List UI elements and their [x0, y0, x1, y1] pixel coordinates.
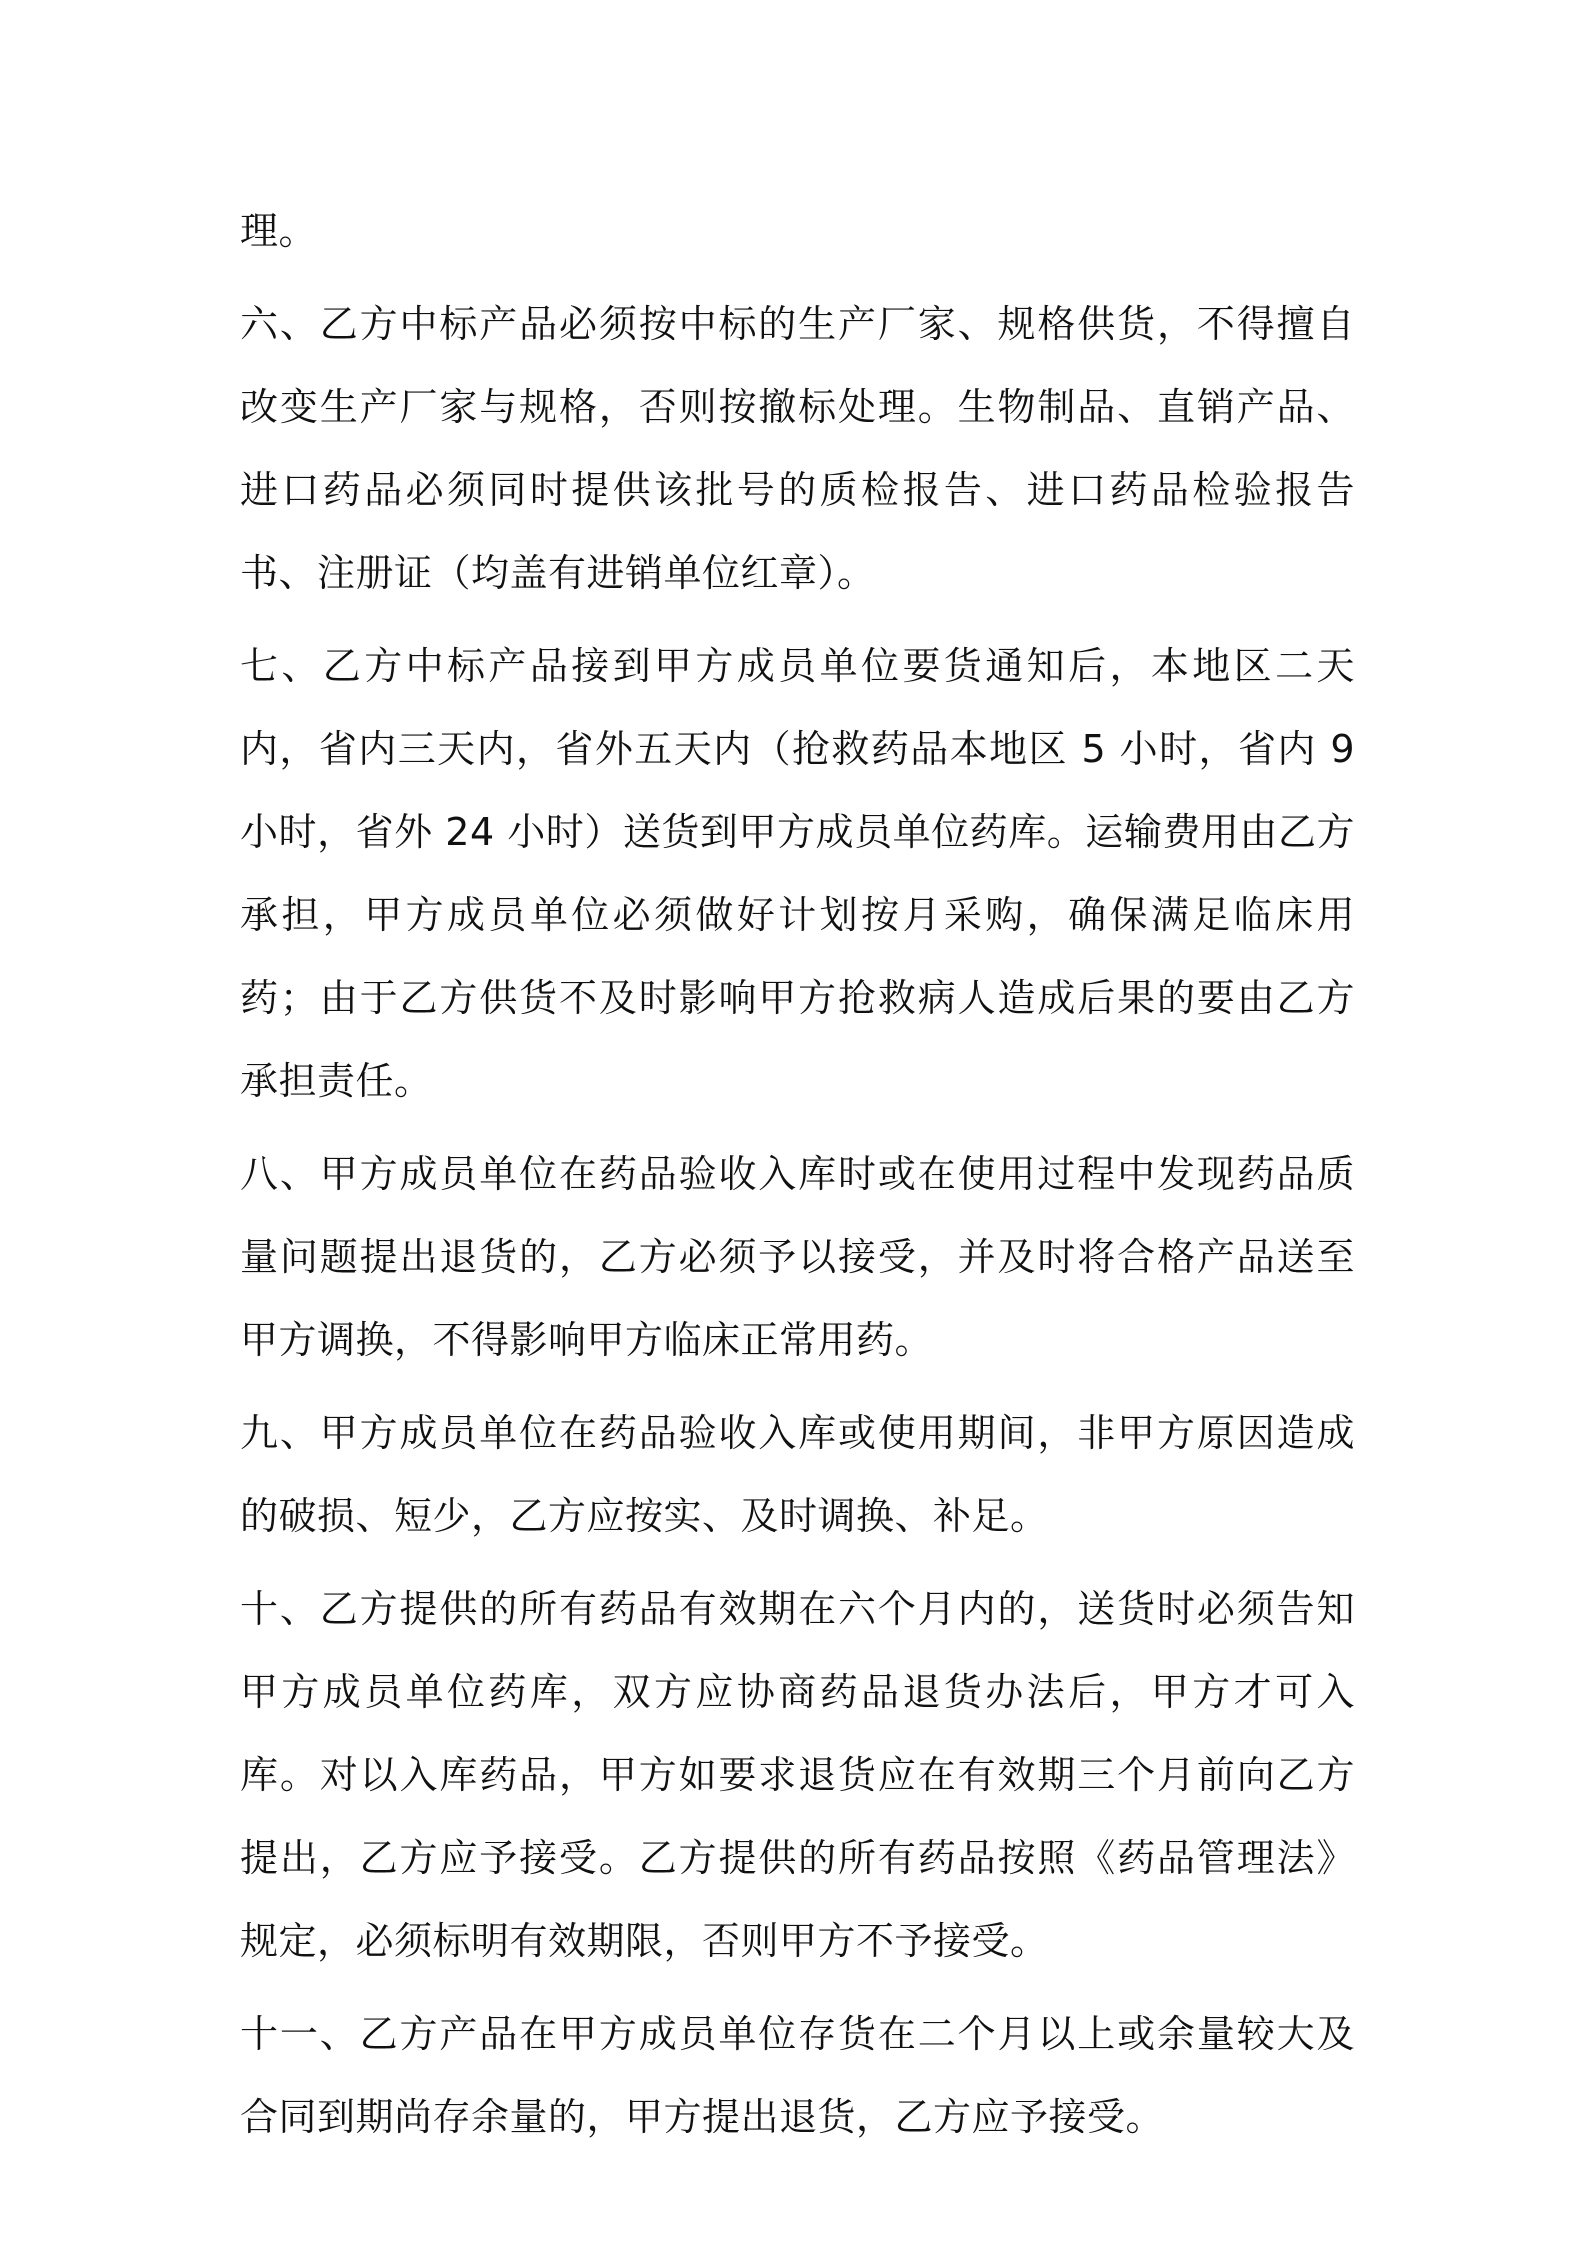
clause-7: 七、乙方中标产品接到甲方成员单位要货通知后，本地区二天内，省内三天内，省外五天内（抢救药品本地区 5 小时，省内 9 小时，省外 24 小时）送货到甲方成员单位药库。运输费用由乙方承担，甲方成员单位必须做好计划按月采购，确保满足临床用药；由于乙方供货不及时影响甲方抢救病人造成后果的要由乙方承担责任。: [240, 644, 1355, 1103]
document-page: [240, 190, 1355, 2169]
clause-11: 十一、乙方产品在甲方成员单位存货在二个月以上或余量较大及合同到期尚存余量的，甲方提出退货，乙方应予接受。: [240, 2012, 1355, 2139]
clause-10: 十、乙方提供的所有药品有效期在六个月内的，送货时必须告知甲方成员单位药库，双方应协商药品退货办法后，甲方才可入库。对以入库药品，甲方如要求退货应在有效期三个月前向乙方提出，乙方应予接受。乙方提供的所有药品按照《药品管理法》规定，必须标明有效期限，否则甲方不予接受。: [240, 1587, 1355, 1963]
clause-8: 八、甲方成员单位在药品验收入库时或在使用过程中发现药品质量问题提出退货的，乙方必须予以接受，并及时将合格产品送至甲方调换，不得影响甲方临床正常用药。: [240, 1152, 1355, 1362]
paragraph-continuation: 理。: [240, 209, 318, 253]
clause-9: 九、甲方成员单位在药品验收入库或使用期间，非甲方原因造成的破损、短少，乙方应按实、及时调换、补足。: [240, 1411, 1355, 1538]
clause-6: 六、乙方中标产品必须按中标的生产厂家、规格供货，不得擅自改变生产厂家与规格，否则按撤标处理。生物制品、直销产品、进口药品必须同时提供该批号的质检报告、进口药品检验报告书、注册证（均盖有进销单位红章）。: [240, 302, 1355, 595]
